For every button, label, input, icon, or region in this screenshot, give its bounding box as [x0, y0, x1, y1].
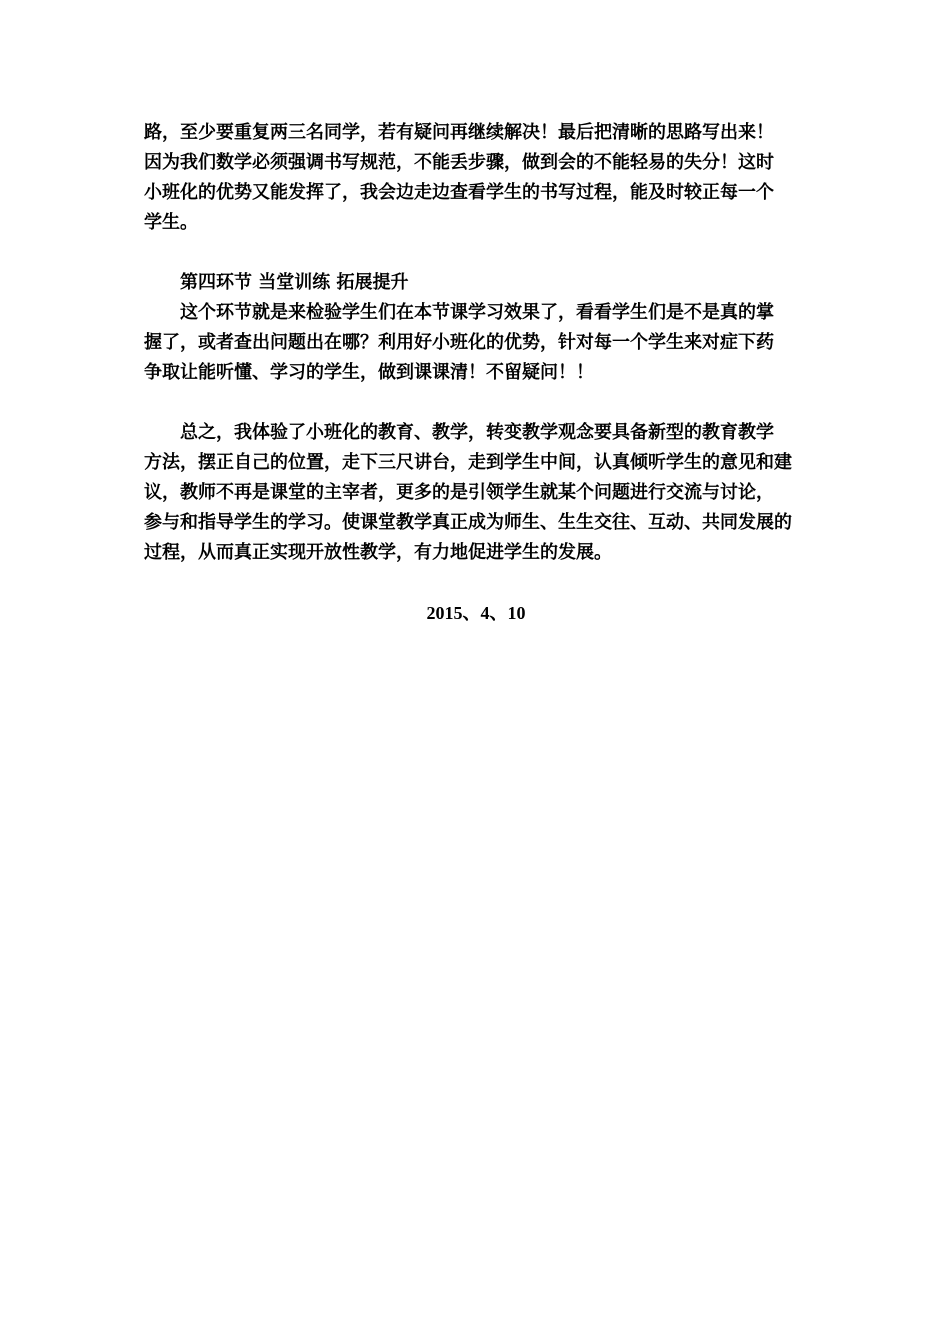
text-line: 总之，我体验了小班化的教育、教学，转变教学观念要具备新型的教育教学	[180, 422, 774, 443]
blank-line	[144, 388, 808, 418]
text-line: 握了，或者查出问题出在哪？利用好小班化的优势，针对每一个学生来对症下药	[144, 332, 774, 353]
document-page	[144, 118, 808, 628]
paragraph-continuation	[144, 118, 808, 238]
section-four	[144, 268, 808, 388]
text-line: 方法，摆正自己的位置，走下三尺讲台，走到学生中间，认真倾听学生的意见和建	[144, 452, 792, 473]
text-line: 小班化的优势又能发挥了，我会边走边查看学生的书写过程，能及时较正每一个	[144, 182, 774, 203]
text-line: 学生。	[144, 212, 198, 233]
text-line: 争取让能听懂、学习的学生，做到课课清！不留疑问！！	[144, 362, 594, 383]
blank-line	[144, 568, 808, 598]
section-heading: 第四环节 当堂训练 拓展提升	[180, 272, 409, 293]
text-line: 这个环节就是来检验学生们在本节课学习效果了，看看学生们是不是真的掌	[180, 302, 774, 323]
summary-paragraph	[144, 418, 808, 568]
document-date: 2015、4、10	[426, 603, 526, 623]
text-line: 路，至少要重复两三名同学，若有疑问再继续解决！最后把清晰的思路写出来！	[144, 122, 774, 143]
text-line: 过程，从而真正实现开放性教学，有力地促进学生的发展。	[144, 542, 612, 563]
blank-line	[144, 238, 808, 268]
text-line: 参与和指导学生的学习。使课堂教学真正成为师生、生生交往、互动、共同发展的	[144, 512, 792, 533]
text-line: 因为我们数学必须强调书写规范，不能丢步骤，做到会的不能轻易的失分！这时	[144, 152, 774, 173]
text-line: 议，教师不再是课堂的主宰者，更多的是引领学生就某个问题进行交流与讨论，	[144, 482, 774, 503]
